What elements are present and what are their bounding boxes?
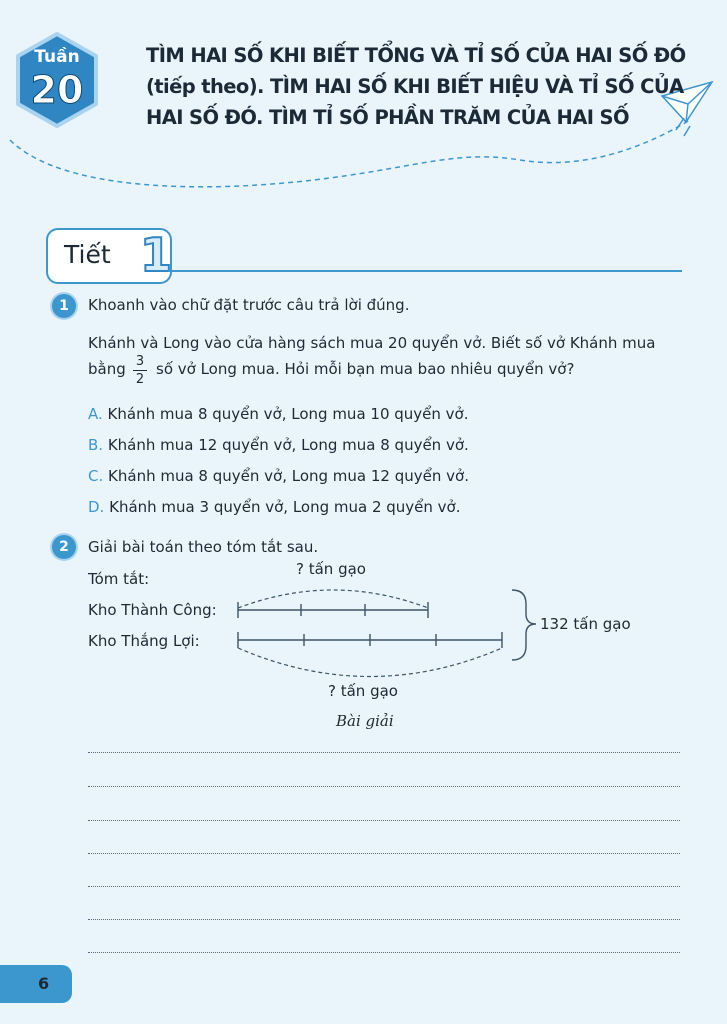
page-number: 6 [38,974,50,993]
week-number: 20 [30,68,84,112]
title-line-1: TÌM HAI SỐ KHI BIẾT TỔNG VÀ TỈ SỐ CỦA HAI SỐ ĐÓ [146,44,686,67]
bar-thanh-cong [238,602,428,618]
bar-thang-loi [238,632,502,648]
top-quantity-label: ? tấn gạo [296,560,366,578]
question-1-problem-line-1: Khánh và Long vào cửa hàng sách mua 20 quyển vở. Biết số vở Khánh mua [88,334,656,352]
lesson-number: 1 [140,228,173,282]
question-2-instruction: Giải bài toán theo tóm tắt sau. [88,538,319,556]
option-a-letter[interactable]: A. [88,405,103,423]
row-thang-loi-label: Kho Thắng Lợi: [88,632,200,650]
summary-label: Tóm tắt: [88,570,150,588]
question-1-problem-suffix: số vở Long mua. Hỏi mỗi bạn mua bao nhiêu quyển vở? [156,360,575,378]
option-b-text: Khánh mua 12 quyển vở, Long mua 8 quyển vở. [107,436,469,454]
answer-line-2[interactable] [88,786,680,787]
question-1-problem-prefix: bằng [88,360,126,378]
fraction-numerator: 3 [135,354,145,369]
fraction-denominator: 2 [135,372,145,387]
solution-label: Bài giải [336,712,394,730]
total-label: 132 tấn gạo [540,615,631,633]
option-d-letter[interactable]: D. [88,498,105,516]
option-a-text: Khánh mua 8 quyển vở, Long mua 10 quyển vở. [107,405,469,423]
page-number-tab [0,965,72,1003]
question-1-number: 1 [52,294,76,318]
option-c-text: Khánh mua 8 quyển vở, Long mua 12 quyển vở. [108,467,469,485]
option-d-text: Khánh mua 3 quyển vở, Long mua 2 quyển vở. [109,498,461,516]
top-dashed-arc [238,590,428,608]
lesson-label: Tiết [64,240,111,269]
title-line-3: HAI SỐ ĐÓ. TÌM TỈ SỐ PHẦN TRĂM CỦA HAI SỐ [146,106,629,129]
question-2-number: 2 [52,535,76,559]
option-b-letter[interactable]: B. [88,436,104,454]
answer-line-5[interactable] [88,886,680,887]
option-c-letter[interactable]: C. [88,467,104,485]
answer-line-7[interactable] [88,952,680,953]
row-thanh-cong-label: Kho Thành Công: [88,601,217,619]
answer-line-4[interactable] [88,853,680,854]
total-brace [512,590,536,660]
answer-line-3[interactable] [88,820,680,821]
bottom-dashed-arc [238,648,502,677]
bottom-quantity-label: ? tấn gạo [328,682,398,700]
answer-line-6[interactable] [88,919,680,920]
answer-line-1[interactable] [88,752,680,753]
week-label: Tuần [34,47,80,67]
title-line-2: (tiếp theo). TÌM HAI SỐ KHI BIẾT HIỆU VÀ TỈ SỐ CỦA [146,75,684,98]
question-1-instruction: Khoanh vào chữ đặt trước câu trả lời đúng. [88,296,410,314]
